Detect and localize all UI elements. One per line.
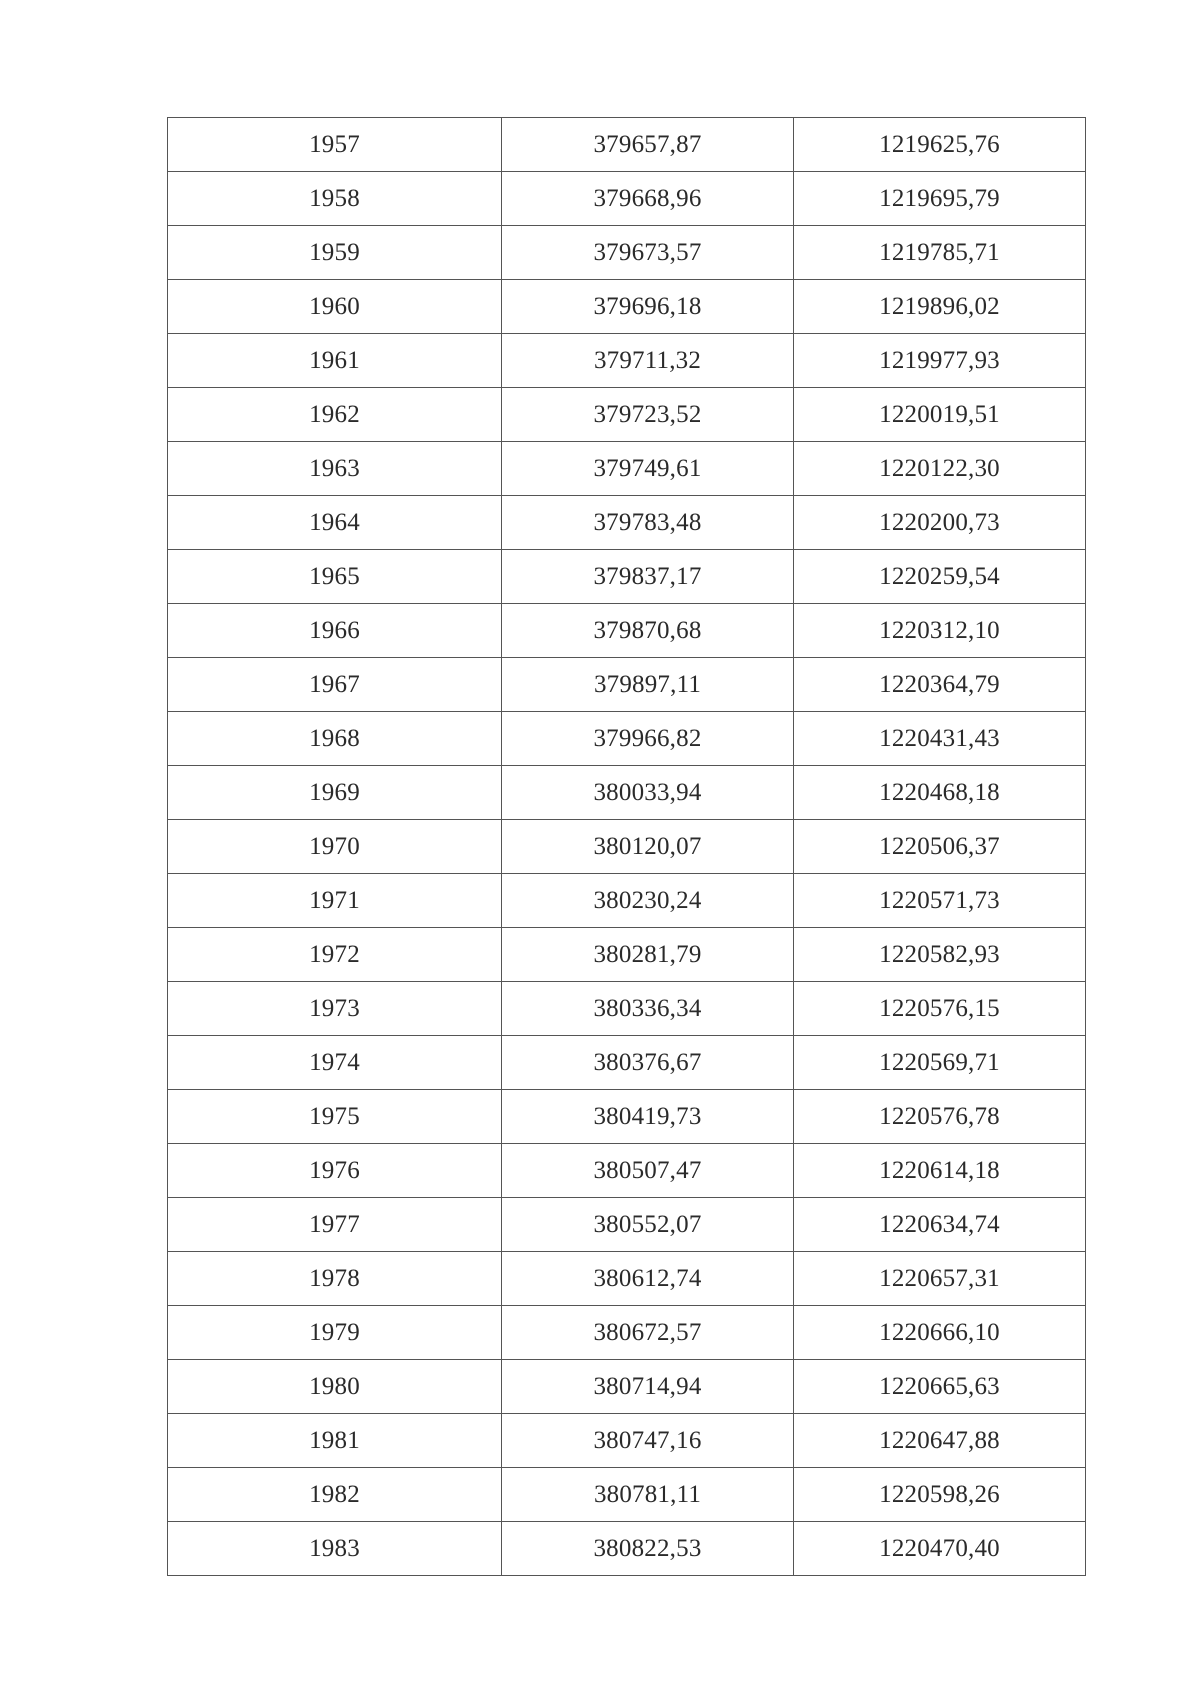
point-number-cell: 1979 — [168, 1306, 502, 1360]
table-row — [168, 766, 1086, 820]
x-coordinate-cell: 380612,74 — [502, 1252, 794, 1306]
point-number-cell: 1972 — [168, 928, 502, 982]
y-coordinate-cell: 1219625,76 — [794, 118, 1086, 172]
x-coordinate-cell: 379657,87 — [502, 118, 794, 172]
y-coordinate-cell: 1219695,79 — [794, 172, 1086, 226]
x-coordinate-cell: 380672,57 — [502, 1306, 794, 1360]
x-coordinate-cell: 379673,57 — [502, 226, 794, 280]
point-number-cell: 1958 — [168, 172, 502, 226]
point-number-cell: 1964 — [168, 496, 502, 550]
x-coordinate-cell: 380120,07 — [502, 820, 794, 874]
point-number-cell: 1970 — [168, 820, 502, 874]
table-row — [168, 334, 1086, 388]
y-coordinate-cell: 1220312,10 — [794, 604, 1086, 658]
point-number-cell: 1982 — [168, 1468, 502, 1522]
y-coordinate-cell: 1220506,37 — [794, 820, 1086, 874]
x-coordinate-cell: 379723,52 — [502, 388, 794, 442]
y-coordinate-cell: 1220666,10 — [794, 1306, 1086, 1360]
y-coordinate-cell: 1219785,71 — [794, 226, 1086, 280]
table-row — [168, 1468, 1086, 1522]
x-coordinate-cell: 379711,32 — [502, 334, 794, 388]
point-number-cell: 1980 — [168, 1360, 502, 1414]
y-coordinate-cell: 1220468,18 — [794, 766, 1086, 820]
table-row — [168, 280, 1086, 334]
x-coordinate-cell: 380822,53 — [502, 1522, 794, 1576]
point-number-cell: 1983 — [168, 1522, 502, 1576]
point-number-cell: 1957 — [168, 118, 502, 172]
point-number-cell: 1967 — [168, 658, 502, 712]
x-coordinate-cell: 379783,48 — [502, 496, 794, 550]
x-coordinate-cell: 379897,11 — [502, 658, 794, 712]
table-row — [168, 1144, 1086, 1198]
table-row — [168, 388, 1086, 442]
x-coordinate-cell: 379837,17 — [502, 550, 794, 604]
y-coordinate-cell: 1220634,74 — [794, 1198, 1086, 1252]
x-coordinate-cell: 380376,67 — [502, 1036, 794, 1090]
y-coordinate-cell: 1220598,26 — [794, 1468, 1086, 1522]
table-row — [168, 982, 1086, 1036]
x-coordinate-cell: 380714,94 — [502, 1360, 794, 1414]
table-row — [168, 1522, 1086, 1576]
y-coordinate-cell: 1220431,43 — [794, 712, 1086, 766]
table-row — [168, 550, 1086, 604]
y-coordinate-cell: 1220576,78 — [794, 1090, 1086, 1144]
coordinate-table — [167, 117, 1086, 1576]
point-number-cell: 1976 — [168, 1144, 502, 1198]
x-coordinate-cell: 380336,34 — [502, 982, 794, 1036]
point-number-cell: 1960 — [168, 280, 502, 334]
table-row — [168, 1306, 1086, 1360]
table-row — [168, 172, 1086, 226]
x-coordinate-cell: 379966,82 — [502, 712, 794, 766]
y-coordinate-cell: 1220665,63 — [794, 1360, 1086, 1414]
table-row — [168, 874, 1086, 928]
point-number-cell: 1961 — [168, 334, 502, 388]
x-coordinate-cell: 380747,16 — [502, 1414, 794, 1468]
y-coordinate-cell: 1220122,30 — [794, 442, 1086, 496]
x-coordinate-cell: 380781,11 — [502, 1468, 794, 1522]
y-coordinate-cell: 1220571,73 — [794, 874, 1086, 928]
y-coordinate-cell: 1220614,18 — [794, 1144, 1086, 1198]
table-row — [168, 1414, 1086, 1468]
point-number-cell: 1974 — [168, 1036, 502, 1090]
x-coordinate-cell: 380507,47 — [502, 1144, 794, 1198]
y-coordinate-cell: 1220657,31 — [794, 1252, 1086, 1306]
table-row — [168, 442, 1086, 496]
y-coordinate-cell: 1220019,51 — [794, 388, 1086, 442]
x-coordinate-cell: 380419,73 — [502, 1090, 794, 1144]
y-coordinate-cell: 1220582,93 — [794, 928, 1086, 982]
point-number-cell: 1962 — [168, 388, 502, 442]
x-coordinate-cell: 379749,61 — [502, 442, 794, 496]
table-row — [168, 1198, 1086, 1252]
x-coordinate-cell: 379668,96 — [502, 172, 794, 226]
table-row — [168, 496, 1086, 550]
point-number-cell: 1959 — [168, 226, 502, 280]
y-coordinate-cell: 1219977,93 — [794, 334, 1086, 388]
x-coordinate-cell: 380230,24 — [502, 874, 794, 928]
table-row — [168, 1090, 1086, 1144]
table-row — [168, 1360, 1086, 1414]
table-row — [168, 118, 1086, 172]
point-number-cell: 1977 — [168, 1198, 502, 1252]
point-number-cell: 1971 — [168, 874, 502, 928]
point-number-cell: 1968 — [168, 712, 502, 766]
y-coordinate-cell: 1220576,15 — [794, 982, 1086, 1036]
table-row — [168, 712, 1086, 766]
y-coordinate-cell: 1220647,88 — [794, 1414, 1086, 1468]
point-number-cell: 1969 — [168, 766, 502, 820]
x-coordinate-cell: 380552,07 — [502, 1198, 794, 1252]
point-number-cell: 1975 — [168, 1090, 502, 1144]
point-number-cell: 1973 — [168, 982, 502, 1036]
point-number-cell: 1965 — [168, 550, 502, 604]
x-coordinate-cell: 380281,79 — [502, 928, 794, 982]
point-number-cell: 1966 — [168, 604, 502, 658]
coordinate-table-body — [168, 118, 1086, 1576]
x-coordinate-cell: 380033,94 — [502, 766, 794, 820]
point-number-cell: 1963 — [168, 442, 502, 496]
x-coordinate-cell: 379870,68 — [502, 604, 794, 658]
point-number-cell: 1978 — [168, 1252, 502, 1306]
table-row — [168, 1252, 1086, 1306]
table-row — [168, 820, 1086, 874]
y-coordinate-cell: 1220364,79 — [794, 658, 1086, 712]
table-row — [168, 1036, 1086, 1090]
y-coordinate-cell: 1220259,54 — [794, 550, 1086, 604]
table-row — [168, 604, 1086, 658]
table-row — [168, 658, 1086, 712]
x-coordinate-cell: 379696,18 — [502, 280, 794, 334]
table-row — [168, 928, 1086, 982]
y-coordinate-cell: 1220569,71 — [794, 1036, 1086, 1090]
y-coordinate-cell: 1220200,73 — [794, 496, 1086, 550]
y-coordinate-cell: 1219896,02 — [794, 280, 1086, 334]
table-row — [168, 226, 1086, 280]
y-coordinate-cell: 1220470,40 — [794, 1522, 1086, 1576]
point-number-cell: 1981 — [168, 1414, 502, 1468]
